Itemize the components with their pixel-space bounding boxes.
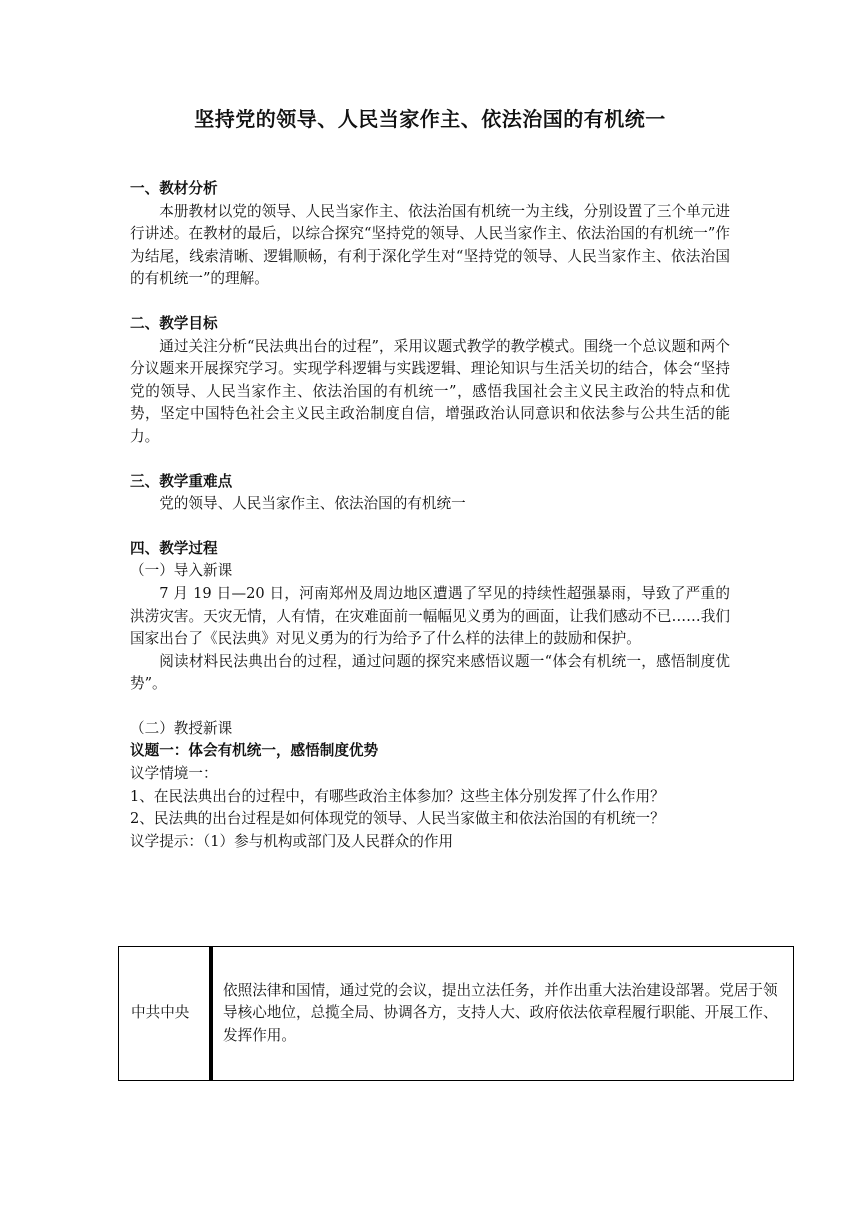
table-cell-content: 依照法律和国情，通过党的会议，提出立法任务，并作出重大法治建设部署。党居于领导核心地位，总揽全局、协调各方，支持人大、政府依法依章程履行职能、开展工作、发挥作用。 bbox=[211, 947, 794, 1081]
table-row bbox=[119, 947, 794, 1081]
section-heading-goals: 二、教学目标 bbox=[130, 314, 218, 332]
section-text-analysis: 本册教材以党的领导、人民当家作主、依法治国有机统一为主线，分别设置了三个单元进行讲述。在教材的最后，以综合探究“坚持党的领导、人民当家作主、依法治国的有机统一”作为结尾，线索清晰、逻辑顺畅，有利于深化学生对“坚持党的领导、人民当家作主、依法治国的有机统一”的理解。 bbox=[130, 202, 730, 288]
document-title: 坚持党的领导、人民当家作主、依法治国的有机统一 bbox=[194, 107, 666, 131]
intro-paragraph-1: 7 月 19 日—20 日，河南郑州及周边地区遭遇了罕见的持续性超强暴雨，导致了严重的洪涝灾害。天灾无情，人有情，在灾难面前一幅幅见义勇为的画面，让我们感动不已……我们国家出台了《民法典》对见义勇为的行为给予了什么样的法律上的鼓励和保护。 bbox=[130, 584, 730, 648]
section-text-keypoints: 党的领导、人民当家作主、依法治国的有机统一 bbox=[159, 495, 466, 513]
hint-text: 议学提示：（1）参与机构或部门及人民群众的作用 bbox=[130, 832, 454, 850]
section-text-goals: 通过关注分析“民法典出台的过程”，采用议题式教学的教学模式。围绕一个总议题和两个分议题来开展探究学习。实现学科逻辑与实践逻辑、理论知识与生活关切的结合，体会“坚持党的领导、人民当家作主、依法治国的有机统一”，感悟我国社会主义民主政治的特点和优势，坚定中国特色社会主义民主政治制度自信，增强政治认同意识和依法参与公共生活的能力。 bbox=[130, 337, 730, 445]
intro-paragraph-2: 阅读材料民法典出台的过程，通过问题的探究来感悟议题一“体会有机统一，感悟制度优势”。 bbox=[130, 652, 730, 693]
question-2: 2、民法典的出台过程是如何体现党的领导、人民当家做主和依法治国的有机统一？ bbox=[130, 810, 665, 828]
document-body bbox=[130, 178, 730, 853]
topic-heading-1: 议题一：体会有机统一，感悟制度优势 bbox=[130, 742, 379, 760]
table-cell-label: 中共中央 bbox=[119, 947, 212, 1081]
subsection-heading-intro: （一）导入新课 bbox=[130, 562, 233, 580]
section-heading-process: 四、教学过程 bbox=[130, 539, 218, 557]
roles-table bbox=[118, 946, 794, 1081]
section-heading-analysis: 一、教材分析 bbox=[130, 180, 218, 197]
subsection-heading-teaching: （二）教授新课 bbox=[130, 719, 233, 737]
question-1: 1、在民法典出台的过程中，有哪些政治主体参加？这些主体分别发挥了什么作用？ bbox=[130, 787, 665, 805]
situation-label: 议学情境一： bbox=[130, 765, 218, 783]
section-heading-keypoints: 三、教学重难点 bbox=[130, 472, 233, 490]
